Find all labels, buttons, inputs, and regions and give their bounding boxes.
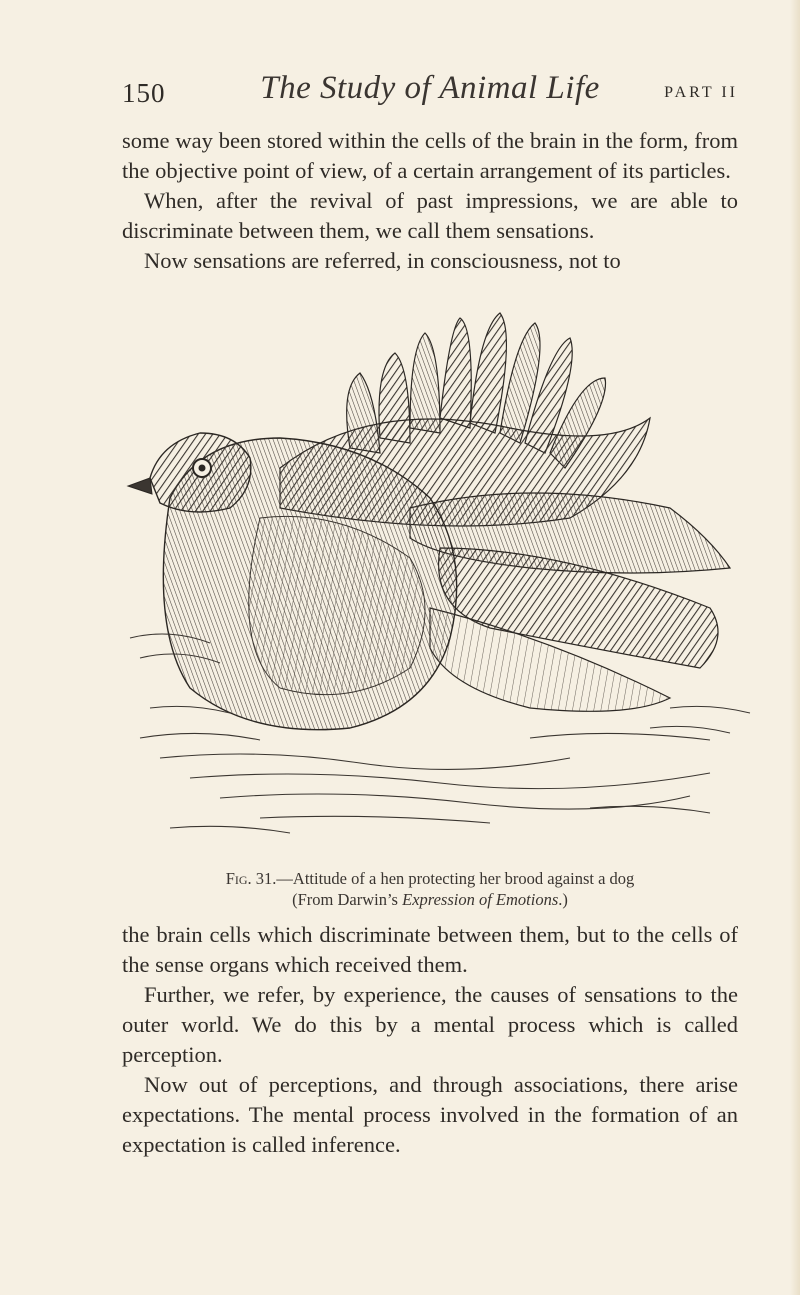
hen-protecting-brood-illustration: [110, 308, 760, 868]
page-edge: [790, 0, 800, 1295]
caption-source-title: Expression of Emotions: [402, 890, 559, 909]
figure-label: Fig. 31.: [225, 869, 277, 888]
caption-source-prefix: (From Darwin’s: [292, 890, 403, 909]
paragraph: When, after the revival of past impressions, we are able to discriminate between them, we call them sensations.: [122, 188, 738, 243]
paragraph: some way been stored within the cells of the brain in the form, from the objective point of view, of a certain arrangement of its particles.: [122, 128, 738, 183]
figure-caption: [122, 868, 738, 910]
part-label: PART II: [664, 84, 738, 101]
paragraph: the brain cells which discriminate between them, but to the cells of the sense organs which received them.: [122, 922, 738, 977]
caption-line-1: [122, 868, 738, 889]
body-text-bottom: [122, 920, 738, 1160]
caption-text: —Attitude of a hen protecting her brood against a dog: [276, 869, 635, 888]
paragraph: Further, we refer, by experience, the causes of sensations to the outer world. We do this by a mental process which is called perception.: [122, 982, 738, 1067]
figure-hen-illustration: [110, 308, 760, 868]
caption-source-suffix: .): [558, 890, 568, 909]
paragraph: Now sensations are referred, in consciousness, not to: [144, 248, 621, 273]
running-title: The Study of Animal Life: [260, 70, 600, 106]
running-head: [122, 70, 738, 110]
page-number: 150: [122, 78, 166, 108]
body-text-top: [122, 126, 738, 276]
caption-line-2: [122, 889, 738, 910]
paragraph: Now out of perceptions, and through associations, there arise expectations. The mental process involved in the formation of an expectation is called inference.: [122, 1072, 738, 1157]
